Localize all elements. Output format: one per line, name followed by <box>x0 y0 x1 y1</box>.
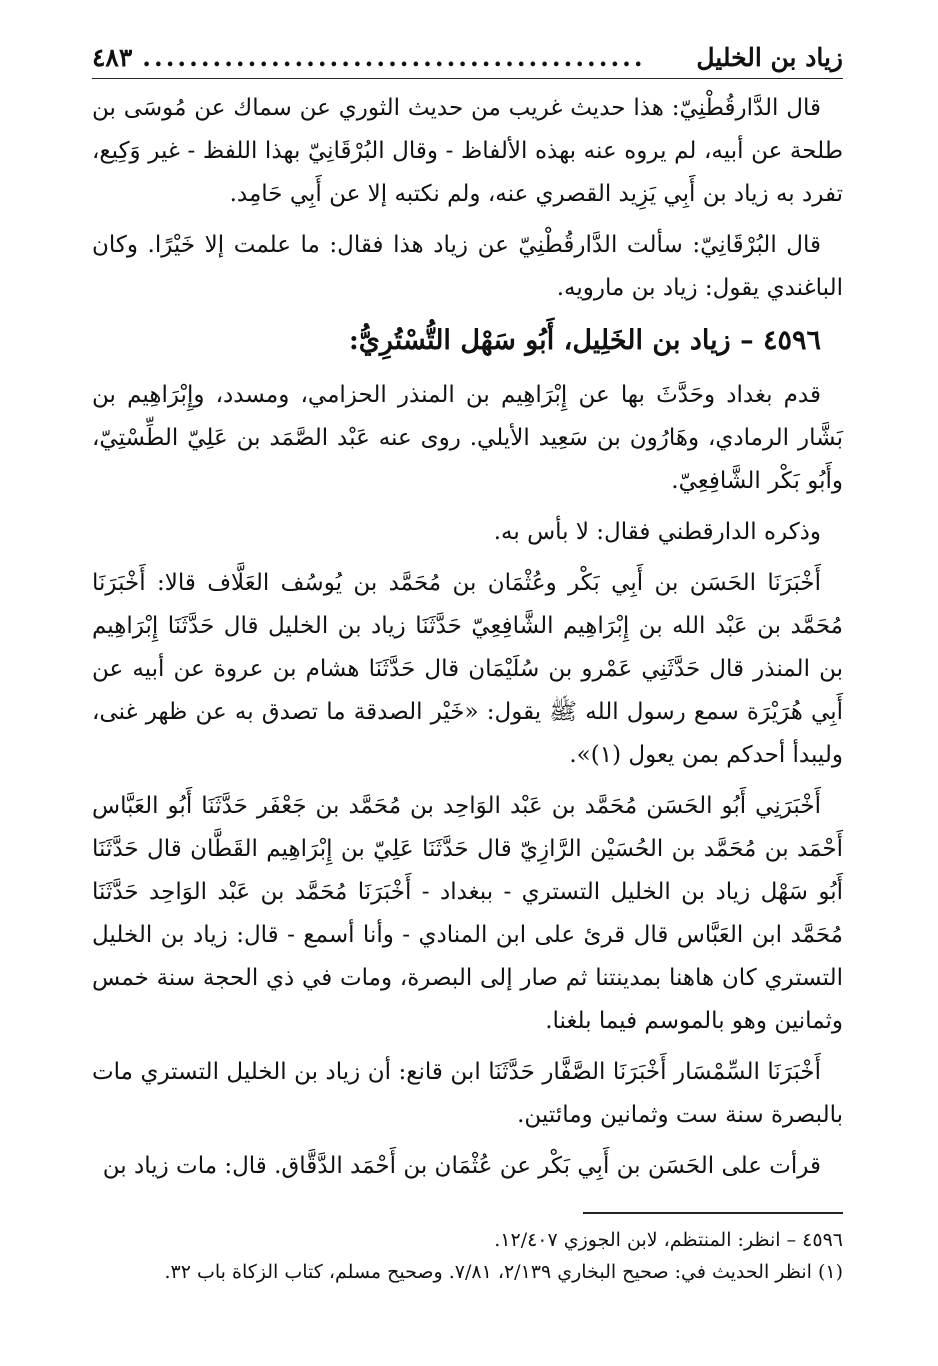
paragraph: قدم بغداد وحَدَّثَ بها عن إِبْرَاهِيم بن المنذر الحزامي، ومسدد، وإِبْرَاهِيم بن بَشَّار الرمادي، وهَارُون بن سَعِيد الأيلي. روى عنه عَبْد الصَّمَد بن عَلِيّ الطِّسْتِيّ، وأَبُو بَكْر الشَّافِعِيّ. <box>92 382 843 494</box>
paragraph: وذكره الدارقطني فقال: لا بأس به. <box>493 519 821 545</box>
footnote-rule <box>583 1212 843 1214</box>
entry-heading: ٤٥٩٦ – زياد بن الخَلِيل، أَبُو سَهْل التُّسْتُرِيُّ: <box>348 325 821 356</box>
footnote: ٤٥٩٦ – انظر: المنتظم، لابن الجوزي ١٢/٤٠٧. <box>494 1229 843 1251</box>
running-title: زياد بن الخليل <box>696 43 843 72</box>
paragraph: أَخْبَرَنَا الحَسَن بن أَبِي بَكْر وعُثْمَان بن مُحَمَّد بن يُوسُف العَلَّاف قالا: أَخْبَرَنَا مُحَمَّد بن عَبْد الله بن إِبْرَاهِيم الشَّافِعِيّ حَدَّثَنَا زياد بن الخليل قال حَدَّثَنَا إِبْرَاهِيم بن المنذر قال حَدَّثَنِي عَمْرو بن سُلَيْمَان قال حَدَّثَنَا هشام بن عروة عن أبيه عن أَبِي هُرَيْرَة سمع رسول الله ﷺ يقول: «خَيْر الصدقة ما تصدق به عن ظهر غنى، وليبدأ أحدكم بمن يعول (١)». <box>92 570 843 768</box>
paragraph: أَخْبَرَنِي أَبُو الحَسَن مُحَمَّد بن عَبْد الوَاحِد بن مُحَمَّد بن جَعْفَر حَدَّثَنَا أَبُو العَبَّاس أَحْمَد بن مُحَمَّد بن الحُسَيْن الرَّازِيّ قال حَدَّثَنَا عَلِيّ بن إِبْرَاهِيم القَطَّان قال حَدَّثَنَا أَبُو سَهْل زياد بن الخليل التستري - ببغداد - أَخْبَرَنَا مُحَمَّد بن عَبْد الوَاحِد حَدَّثَنَا مُحَمَّد ابن العَبَّاس قال قرئ على ابن المنادي - وأنا أسمع - قال: زياد بن الخليل التستري كان هاهنا بمدينتنا ثم صار إلى البصرة، ومات في ذي الحجة سنة خمس وثمانين وهو بالموسم فيما بلغنا. <box>92 793 843 1034</box>
paragraph: قال الدَّارقُطْنِيّ: هذا حديث غريب من حديث الثوري عن سماك عن مُوسَى بن طلحة عن أبيه، لم يروه عنه بهذه الألفاظ - وقال البُرْقَانِيّ بهذا اللفظ - غير وَكِيع، تفرد به زياد بن أَبِي يَزِيد القصري عنه، ولم نكتبه إلا عن أَبِي حَامِد. <box>92 95 843 207</box>
running-header <box>92 40 843 79</box>
page-number: ٤٨٣ <box>92 43 133 72</box>
paragraph: أَخْبَرَنَا السِّمْسَار أَخْبَرَنَا الصَّفَّار حَدَّثَنَا ابن قانع: أن زياد بن الخليل التستري مات بالبصرة سنة ست وثمانين ومائتين. <box>92 1059 843 1128</box>
header-leader-dots: ........................................... <box>142 43 646 72</box>
footnote: (١) انظر الحديث في: صحيح البخاري ٢/١٣٩، ٧/٨١. وصحيح مسلم، كتاب الزكاة باب ٣٢. <box>164 1261 843 1283</box>
footnotes <box>92 1212 843 1288</box>
paragraph: قرأت على الحَسَن بن أَبِي بَكْر عن عُثْمَان بن أَحْمَد الدَّقَّاق. قال: مات زياد بن <box>102 1153 821 1179</box>
paragraph: قال البُرْقَانِيّ: سألت الدَّارقُطْنِيّ عن زياد هذا فقال: ما علمت إلا خَيْرًا. وكان الباغندي يقول: زياد بن مارويه. <box>92 232 843 301</box>
